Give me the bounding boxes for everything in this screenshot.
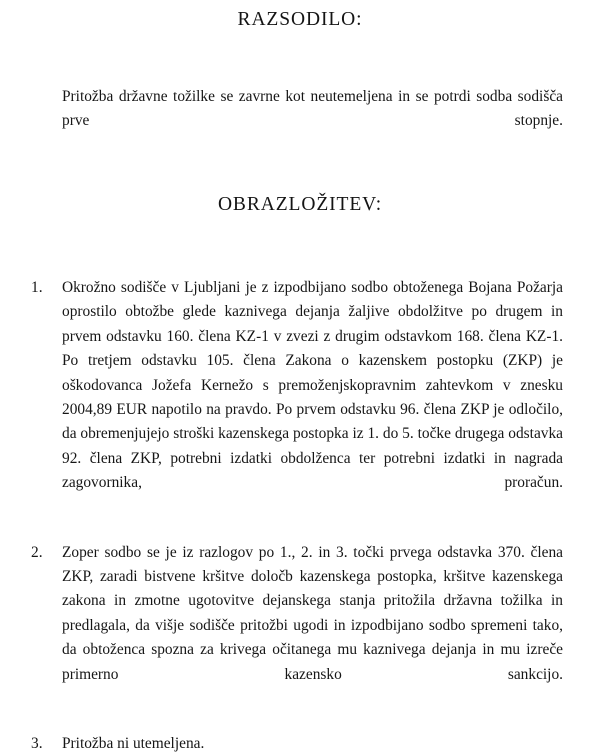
list-item: [30, 276, 563, 520]
heading-verdict: RAZSODILO:: [237, 9, 363, 30]
list-item: [30, 541, 563, 712]
verdict-paragraph: Pritožba državne tožilke se zavrne kot neutemeljena in se potrdi sodba sodišča prve stopnje.: [62, 88, 563, 130]
list-item: [30, 732, 563, 756]
list-item-marker: 1.: [31, 279, 43, 296]
list-item-marker: 2.: [31, 543, 43, 561]
list-item-text: Zoper sodbo se je iz razlogov po 1., 2. in 3. točki prvega odstavka 370. člena ZKP, zaradi bistvene kršitve določb kazenskega postopka, kršitve kazenskega zakona in zmotne ugotovitve dejanskega stanja pritožila državna tožilka in predlagala, da višje sodišče pritožbi ugodi in izpodbijano sodbo spremeni tako, da obtoženca spozna za krivega očitanega mu kaznivega dejanja in mu izreče primerno kazensko sankcijo.: [62, 543, 563, 683]
list-item-marker: 3.: [31, 734, 43, 752]
heading-reasoning: OBRAZLOŽITEV:: [217, 194, 383, 215]
list-item-text: Pritožba ni utemeljena.: [62, 734, 205, 752]
numbered-list: [30, 276, 563, 756]
list-item-text: Okrožno sodišče v Ljubljani je z izpodbijano sodbo obtoženega Bojana Požarja oprostilo obtožbe glede kaznivega dejanja žaljive obdolžitve po drugem in prvem odstavku 160. člena KZ-1 v zvezi z drugim odstavkom 168. člena KZ-1. Po tretjem odstavku 105. člena Zakona o kazenskem postopku (ZKP) je oškodovanca Jožefa Kernežo s premoženjskopravnim zahtevkom v znesku 2004,89 EUR napotilo na pravdo. Po prvem odstavku 96. člena ZKP je odločilo, da obremenjujejo stroški kazenskega postopka iz 1. do 5. točke drugega odstavka 92. člena ZKP, potrebni izdatki obdolženca ter potrebni izdatki in nagrada zagovornika, proračun.: [62, 279, 563, 492]
